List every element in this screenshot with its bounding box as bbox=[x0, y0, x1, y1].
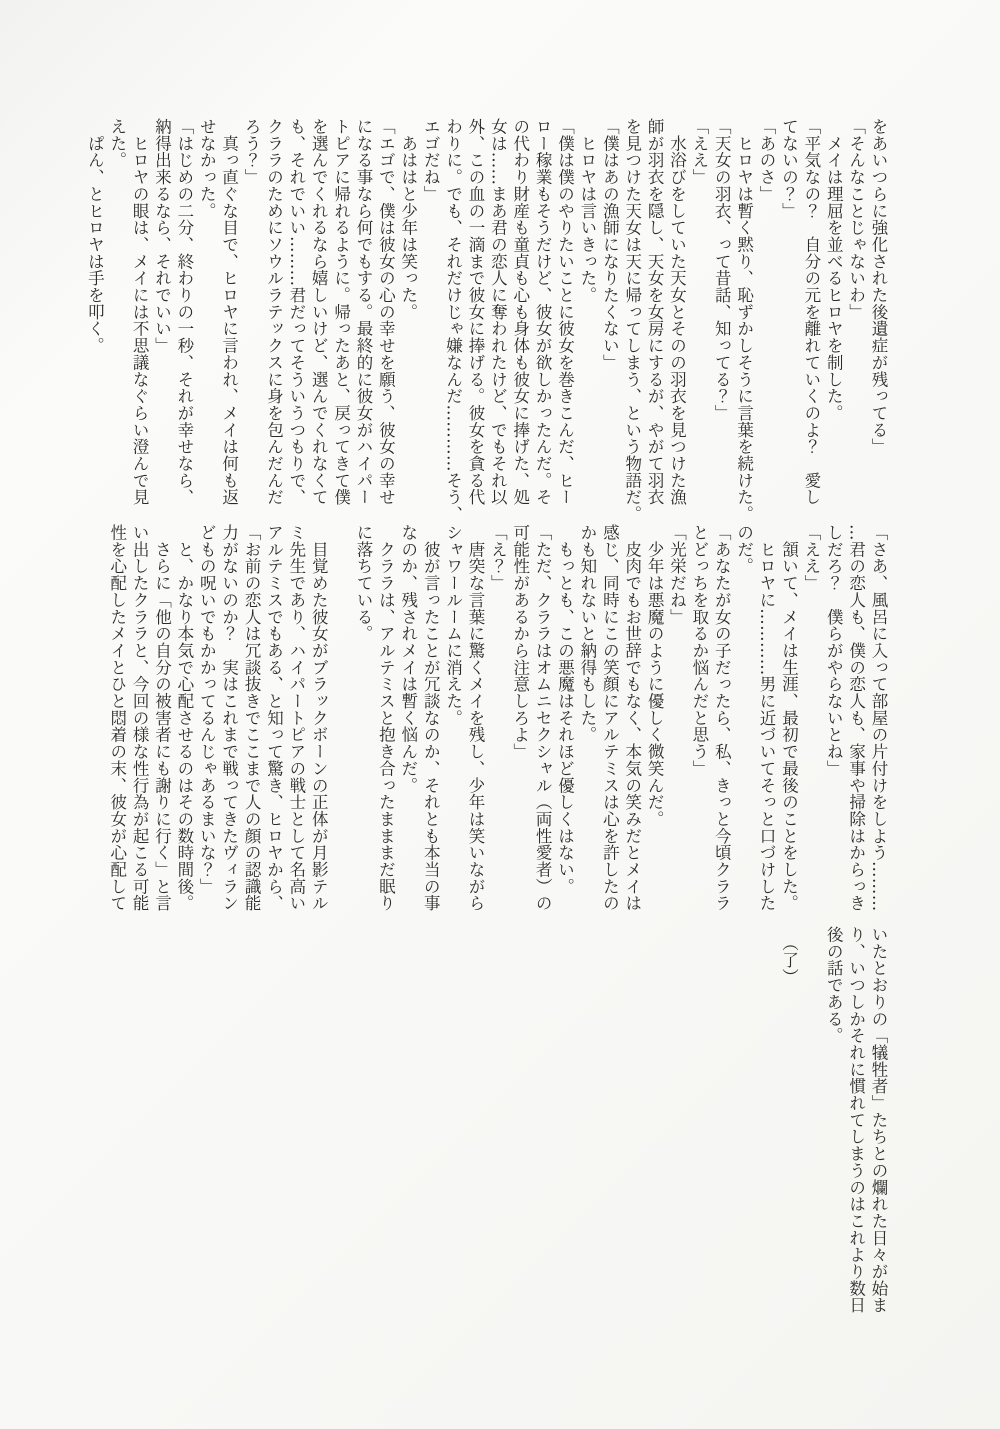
text-column: 納得出来るなら、それでいい」 bbox=[152, 118, 172, 354]
text-band-top bbox=[83, 118, 889, 530]
text-column: と、かなり本気で心配させるのはその数時間後。 bbox=[174, 524, 194, 912]
text-column: に落ちている。 bbox=[354, 524, 374, 642]
text-column: さらに「他の自分の被害者にも謝りに行く」と言 bbox=[152, 524, 172, 912]
text-column: もっとも、この悪魔はそれほど優しくはない。 bbox=[555, 524, 575, 895]
text-column: エゴだね」 bbox=[421, 118, 441, 203]
text-column: ろう？」 bbox=[242, 118, 262, 186]
text-column: 「さあ、風呂に入って部屋の片付けをしよう……… bbox=[869, 524, 888, 912]
text-column: り、いつしかそれに慣れてしまうのはこれより数日 bbox=[846, 926, 866, 1314]
text-column: ヒロヤに…………男に近づいてそっと口づけした bbox=[757, 524, 777, 912]
text-column: 力がないのか？ 実はこれまで戦ってきたヴィラン bbox=[219, 524, 239, 912]
text-column: ヒロヤの眼は、メイには不思議なぐらい澄んで見 bbox=[130, 118, 150, 506]
text-column: 外、この血の一滴まで彼女に捧げる。彼女を貪る代 bbox=[465, 118, 485, 506]
text-column: 「あなたが女の子だったら、私、きっと今頃クララ bbox=[712, 524, 732, 912]
text-column: 「光栄だね」 bbox=[667, 524, 687, 626]
text-column: の代わり財産も童貞も心も身体も彼女に捧げた、処 bbox=[510, 118, 530, 506]
text-column: 「ええ」 bbox=[801, 524, 821, 592]
blank-column bbox=[329, 524, 351, 936]
text-column: しだろ？ 僕らがやらないとね」 bbox=[824, 524, 844, 777]
text-column: どもの呪いでもかかってるんじゃあるまいな？」 bbox=[197, 524, 217, 895]
text-column: 水浴びをしていた天女とそのの羽衣を見つけた漁 bbox=[667, 118, 687, 506]
text-column: ミ先生であり、ハイパートピアの戦士として名高い bbox=[286, 524, 306, 912]
text-column: い出したクララと、今回の様な性行為が起こる可能 bbox=[130, 524, 150, 912]
text-column: 「そんなことじゃないわ」 bbox=[846, 118, 866, 321]
text-column: クララは、アルテミスと抱き合ったまままだ眠り bbox=[376, 524, 396, 912]
text-band-end bbox=[777, 926, 889, 1338]
text-column: も、それでいい………君だってそういうつもりで、 bbox=[286, 118, 306, 506]
text-column: 感じ、同時にこの笑顔にアルテミスは心を許したの bbox=[600, 524, 620, 912]
text-column: 「ただ、クララはオムニセクシャル（両性愛者）の bbox=[533, 524, 553, 912]
blank-column bbox=[799, 926, 821, 1338]
text-column: ヒロヤは言いきった。 bbox=[577, 118, 597, 304]
text-column: …君の恋人も、僕の恋人も、家事や掃除はからっき bbox=[846, 524, 866, 912]
text-column: てないの？」 bbox=[779, 118, 799, 220]
text-column: 性を心配したメイとひと悶着の末、彼女が心配して bbox=[107, 524, 127, 912]
text-column: 「お前の恋人は冗談抜きでここまで人の顔の認識能 bbox=[242, 524, 262, 912]
text-column: を見つけた天女は天に帰ってしまう、という物語だ。 bbox=[622, 118, 642, 523]
text-column: 皮肉でもお世辞でもなく、本気の笑みだとメイは bbox=[622, 524, 642, 912]
text-column: になる事なら何でもする。最終的に彼女がハイパー bbox=[354, 118, 374, 506]
text-column: メイは理屈を並べるヒロヤを制した。 bbox=[824, 118, 844, 422]
text-column: 師が羽衣を隠し、天女を女房にするが、やがて羽衣 bbox=[645, 118, 665, 506]
text-column: 唐突な言葉に驚くメイを残し、少年は笑いながら bbox=[465, 524, 485, 912]
text-column: 「あのさ」 bbox=[757, 118, 777, 203]
text-band-middle bbox=[105, 524, 889, 936]
text-column: 「僕はあの漁師になりたくない」 bbox=[600, 118, 620, 371]
text-column: わりに。でも、それだけじゃ嫌なんだ…………そう、 bbox=[443, 118, 463, 523]
text-column: 「ええ」 bbox=[689, 118, 709, 186]
text-column: トピアに帰れるように。帰ったあと、戻ってきて僕 bbox=[331, 118, 351, 506]
text-column: 「はじめの二分、終わりの一秒、それが幸せなら、 bbox=[174, 118, 194, 506]
text-column: いたとおりの「犠牲者」たちとの爛れた日々が始ま bbox=[869, 926, 888, 1314]
text-column: 可能性があるから注意しろよ」 bbox=[510, 524, 530, 760]
text-column: 女は……まあ君の恋人に奪われたけど、でもそれ以 bbox=[488, 118, 508, 506]
text-column: なのか、残されメイは暫く悩んだ。 bbox=[398, 524, 418, 794]
text-column: クララのためにソウルラテックスに身を包んだんだ bbox=[264, 118, 284, 506]
text-column: ロー稼業もそうだけど、彼女が欲しかったんだ。そ bbox=[533, 118, 553, 506]
text-column: あははと少年は笑った。 bbox=[398, 118, 418, 321]
text-column: せなかった。 bbox=[197, 118, 217, 220]
text-column: 真っ直ぐな目で、ヒロヤに言われ、メイは何も返 bbox=[219, 118, 239, 506]
text-column: 後の話である。 bbox=[824, 926, 844, 1044]
text-column: 彼が言ったことが冗談なのか、それとも本当の事 bbox=[421, 524, 441, 912]
text-column: シャワールームに消えた。 bbox=[443, 524, 463, 727]
text-column: 「エゴで、僕は彼女の心の幸せを願う、彼女の幸せ bbox=[376, 118, 396, 506]
text-column: 「僕は僕のやりたいことに彼女を巻きこんだ、ヒー bbox=[555, 118, 575, 506]
text-column: のだ。 bbox=[734, 524, 754, 575]
text-column: 「天女の羽衣、って昔話、知ってる？」 bbox=[712, 118, 732, 422]
text-column: 「え？」 bbox=[488, 524, 508, 592]
text-column: アルテミスでもある、と知って驚き、ヒロヤから、 bbox=[264, 524, 284, 912]
text-column: 少年は悪魔のように優しく微笑んだ。 bbox=[645, 524, 665, 828]
text-column: ヒロヤは暫く黙り、恥ずかしそうに言葉を続けた。 bbox=[734, 118, 754, 523]
text-column: 目覚めた彼女がブラックボーンの正体が月影テル bbox=[309, 524, 329, 912]
text-column: かも知れないと納得もした。 bbox=[577, 524, 597, 744]
text-column: えた。 bbox=[107, 118, 127, 169]
text-column: とどっちを取るか悩んだと思う」 bbox=[689, 524, 709, 777]
text-column: を選んでくれるなら嬉しいけど、選んでくれなくて bbox=[309, 118, 329, 506]
text-column: ぱん、とヒロヤは手を叩く。 bbox=[85, 118, 105, 354]
text-column: をあいつらに強化された後遺症が残ってる」 bbox=[869, 118, 888, 455]
text-column: 頷いて、メイは生涯、最初で最後のことをした。 bbox=[779, 524, 799, 912]
text-column: 「平気なの？ 自分の元を離れていくのよ？ 愛し bbox=[801, 118, 821, 506]
text-column: （了） bbox=[779, 926, 799, 986]
